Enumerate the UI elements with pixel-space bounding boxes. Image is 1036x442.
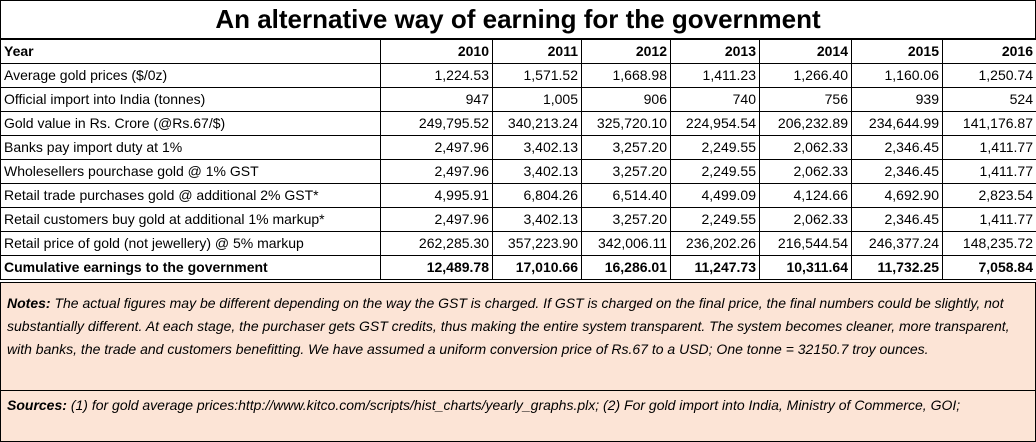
value-cell: 2,249.55 xyxy=(671,160,760,184)
value-cell: 357,223.90 xyxy=(493,232,582,256)
value-cell: 17,010.66 xyxy=(493,256,582,280)
value-cell: 3,402.13 xyxy=(493,136,582,160)
title-band xyxy=(0,0,1036,39)
row-label: Banks pay import duty at 1% xyxy=(1,136,381,160)
value-cell: 947 xyxy=(381,88,493,112)
value-cell: 1,160.06 xyxy=(852,64,943,88)
row-label: Average gold prices ($/0z) xyxy=(1,64,381,88)
sources-box xyxy=(0,390,1036,442)
value-cell: 1,250.74 xyxy=(943,64,1036,88)
value-cell: 1,411.77 xyxy=(943,136,1036,160)
row-label: Official import into India (tonnes) xyxy=(1,88,381,112)
value-cell: 216,544.54 xyxy=(760,232,852,256)
year-header-cell: 2013 xyxy=(671,40,760,64)
notes-paragraph xyxy=(7,292,1029,361)
value-cell: 2,497.96 xyxy=(381,136,493,160)
value-cell: 10,311.64 xyxy=(760,256,852,280)
table-row xyxy=(1,160,1036,184)
value-cell: 234,644.99 xyxy=(852,112,943,136)
value-cell: 756 xyxy=(760,88,852,112)
value-cell: 740 xyxy=(671,88,760,112)
sources-text: (1) for gold average prices:http://www.kitco.com/scripts/hist_charts/yearly_graphs.plx; (2) For gold import into India, Ministry of Commerce, GOI; xyxy=(70,397,961,413)
row-label: Wholesellers pourchase gold @ 1% GST xyxy=(1,160,381,184)
value-cell: 3,257.20 xyxy=(582,208,671,232)
year-header-cell: 2011 xyxy=(493,40,582,64)
year-header-cell: 2016 xyxy=(943,40,1036,64)
value-cell: 2,062.33 xyxy=(760,160,852,184)
value-cell: 2,346.45 xyxy=(852,160,943,184)
value-cell: 1,571.52 xyxy=(493,64,582,88)
sources-paragraph xyxy=(7,394,1029,417)
value-cell: 246,377.24 xyxy=(852,232,943,256)
notes-box xyxy=(0,282,1036,391)
value-cell: 6,514.40 xyxy=(582,184,671,208)
value-cell: 524 xyxy=(943,88,1036,112)
value-cell: 906 xyxy=(582,88,671,112)
notes-text: The actual figures may be different depending on the way the GST is charged. If GST is charged on the final price, the final numbers could be slightly, not substantially different. At each stage, the purchaser gets GST credits, thus making the entire system transparent. The system becomes cleaner, more transparent, with banks, the trade and customers benefitting. We have assumed a uniform conversion price of Rs.67 to a USD; One tonne = 32150.7 troy ounces. xyxy=(7,295,1010,357)
year-header-cell: 2014 xyxy=(760,40,852,64)
value-cell: 1,411.77 xyxy=(943,208,1036,232)
table-row xyxy=(1,232,1036,256)
value-cell: 3,257.20 xyxy=(582,136,671,160)
row-label: Retail trade purchases gold @ additional 2% GST* xyxy=(1,184,381,208)
value-cell: 342,006.11 xyxy=(582,232,671,256)
value-cell: 2,062.33 xyxy=(760,208,852,232)
value-cell: 148,235.72 xyxy=(943,232,1036,256)
value-cell: 4,124.66 xyxy=(760,184,852,208)
table-row xyxy=(1,112,1036,136)
value-cell: 249,795.52 xyxy=(381,112,493,136)
row-label: Cumulative earnings to the government xyxy=(1,256,381,280)
value-cell: 340,213.24 xyxy=(493,112,582,136)
value-cell: 11,732.25 xyxy=(852,256,943,280)
value-cell: 2,346.45 xyxy=(852,208,943,232)
table-row xyxy=(1,64,1036,88)
row-label: Retail customers buy gold at additional 1% markup* xyxy=(1,208,381,232)
value-cell: 2,497.96 xyxy=(381,160,493,184)
value-cell: 1,005 xyxy=(493,88,582,112)
value-cell: 2,823.54 xyxy=(943,184,1036,208)
value-cell: 224,954.54 xyxy=(671,112,760,136)
value-cell: 4,995.91 xyxy=(381,184,493,208)
value-cell: 262,285.30 xyxy=(381,232,493,256)
value-cell: 4,499.09 xyxy=(671,184,760,208)
value-cell: 2,346.45 xyxy=(852,136,943,160)
year-header-cell: 2012 xyxy=(582,40,671,64)
value-cell: 141,176.87 xyxy=(943,112,1036,136)
value-cell: 939 xyxy=(852,88,943,112)
value-cell: 206,232.89 xyxy=(760,112,852,136)
value-cell: 4,692.90 xyxy=(852,184,943,208)
value-cell: 1,411.23 xyxy=(671,64,760,88)
value-cell: 3,257.20 xyxy=(582,160,671,184)
value-cell: 3,402.13 xyxy=(493,208,582,232)
table-row xyxy=(1,88,1036,112)
value-cell: 2,249.55 xyxy=(671,208,760,232)
value-cell: 12,489.78 xyxy=(381,256,493,280)
value-cell: 11,247.73 xyxy=(671,256,760,280)
table-row xyxy=(1,136,1036,160)
value-cell: 3,402.13 xyxy=(493,160,582,184)
notes-label: Notes: xyxy=(7,295,51,311)
value-cell: 1,411.77 xyxy=(943,160,1036,184)
value-cell: 2,062.33 xyxy=(760,136,852,160)
value-cell: 325,720.10 xyxy=(582,112,671,136)
table-header-row xyxy=(1,40,1036,64)
page-title: An alternative way of earning for the government xyxy=(215,4,821,34)
row-label: Gold value in Rs. Crore (@Rs.67/$) xyxy=(1,112,381,136)
value-cell: 2,497.96 xyxy=(381,208,493,232)
value-cell: 1,266.40 xyxy=(760,64,852,88)
gold-earnings-table xyxy=(0,39,1036,280)
value-cell: 6,804.26 xyxy=(493,184,582,208)
table-row xyxy=(1,208,1036,232)
year-header-label: Year xyxy=(1,40,381,64)
value-cell: 1,668.98 xyxy=(582,64,671,88)
year-header-cell: 2015 xyxy=(852,40,943,64)
value-cell: 2,249.55 xyxy=(671,136,760,160)
year-header-cell: 2010 xyxy=(381,40,493,64)
value-cell: 1,224.53 xyxy=(381,64,493,88)
value-cell: 7,058.84 xyxy=(943,256,1036,280)
row-label: Retail price of gold (not jewellery) @ 5% markup xyxy=(1,232,381,256)
total-row xyxy=(1,256,1036,280)
value-cell: 16,286.01 xyxy=(582,256,671,280)
value-cell: 236,202.26 xyxy=(671,232,760,256)
table-row xyxy=(1,184,1036,208)
sources-label: Sources: xyxy=(7,397,67,413)
